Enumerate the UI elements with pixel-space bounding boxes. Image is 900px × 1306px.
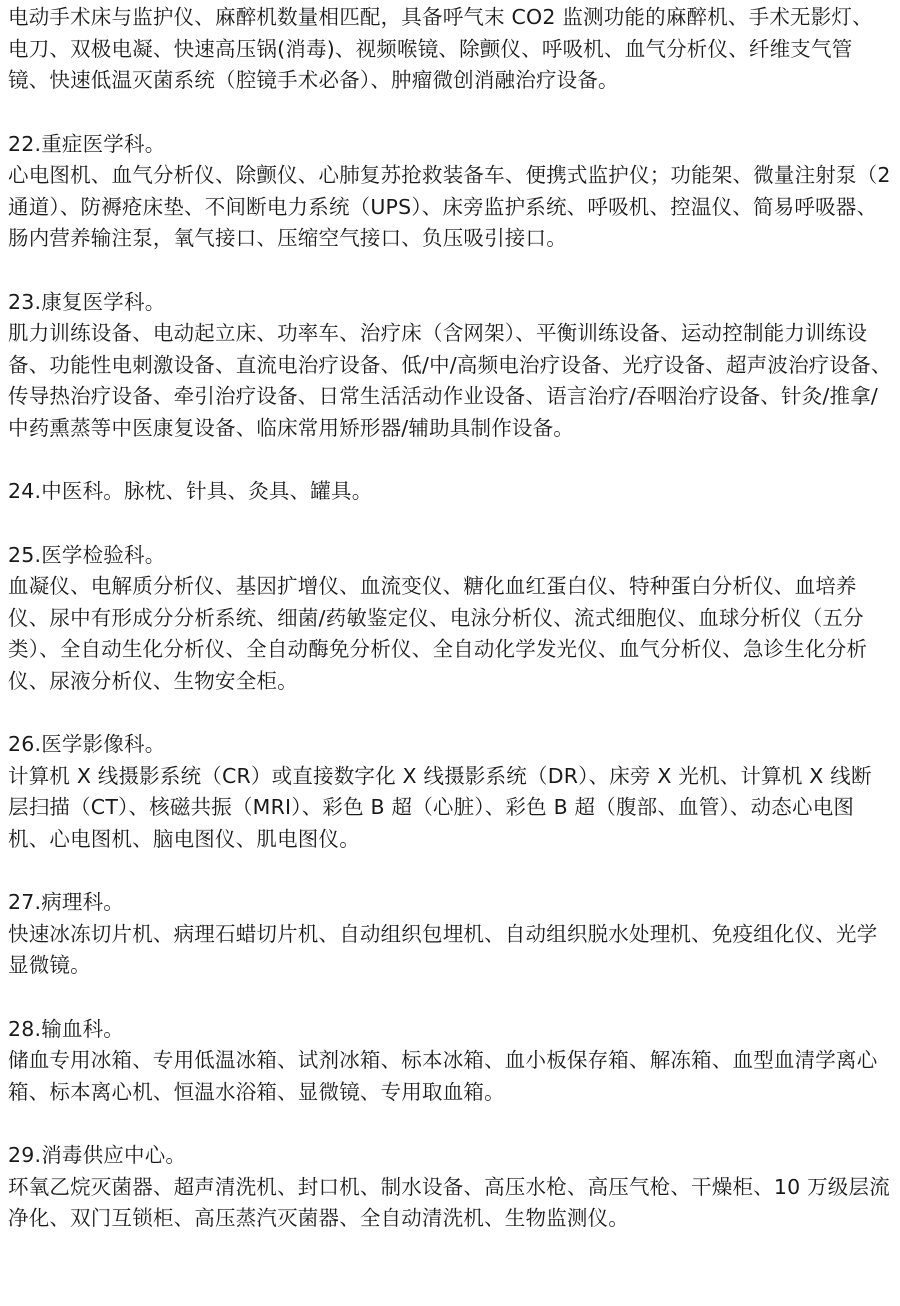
section-heading: 28.输血科。 <box>8 1016 125 1041</box>
section-22 <box>8 129 892 255</box>
document <box>8 0 892 1235</box>
section-heading: 23.康复医学科。 <box>8 289 166 314</box>
section-body: 环氧乙烷灭菌器、超声清洗机、封口机、制水设备、高压水枪、高压气枪、干燥柜、10 万级层流净化、双门互锁柜、高压蒸汽灭菌器、全自动清洗机、生物监测仪。 <box>8 1174 890 1230</box>
section-body: 计算机 X 线摄影系统（CR）或直接数字化 X 线摄影系统（DR）、床旁 X 光机、计算机 X 线断层扫描（CT）、核磁共振（MRI）、彩色 B 超（心脏）、彩色 B 超（腹部、血管）、动态心电图机、心电图机、脑电图仪、肌电图仪。 <box>8 763 872 851</box>
section-heading: 26.医学影像科。 <box>8 732 166 756</box>
section-heading: 25.医学检验科。 <box>8 542 166 567</box>
section-24 <box>8 476 892 508</box>
section-25 <box>8 540 892 698</box>
section-body: 心电图机、血气分析仪、除颤仪、心肺复苏抢救装备车、便携式监护仪；功能架、微量注射泵（2 通道）、防褥疮床垫、不间断电力系统（UPS）、床旁监护系统、呼吸机、控温仪、简易呼吸器、肠内营养输注泵，氧气接口、压缩空气接口、负压吸引接口。 <box>8 163 891 250</box>
section-29 <box>8 1140 892 1235</box>
section-heading: 29.消毒供应中心。 <box>8 1143 187 1167</box>
intro-paragraph: 电动手术床与监护仪、麻醉机数量相匹配，具备呼气末 CO2 监测功能的麻醉机、手术无影灯、电刀、双极电凝、快速高压锅(消毒)、视频喉镜、除颤仪、呼吸机、血气分析仪、纤维支气管镜、快速低温灭菌系统（腔镜手术必备）、肿瘤微创消融治疗设备。 <box>8 5 873 92</box>
section-27 <box>8 887 892 982</box>
section-heading: 22.重症医学科。 <box>8 131 166 156</box>
section-body: 血凝仪、电解质分析仪、基因扩增仪、血流变仪、糖化血红蛋白仪、特种蛋白分析仪、血培养仪、尿中有形成分分析系统、细菌/药敏鉴定仪、电泳分析仪、流式细胞仪、血球分析仪（五分类）、全自动生化分析仪、全自动酶免分析仪、全自动化学发光仪、血气分析仪、急诊生化分析仪、尿液分析仪、生物安全柜。 <box>8 574 868 693</box>
section-heading: 27.病理科。 <box>8 890 125 914</box>
section-heading: 24.中医科。脉枕、针具、灸具、罐具。 <box>8 479 373 503</box>
section-23 <box>8 287 892 445</box>
section-body: 肌力训练设备、电动起立床、功率车、治疗床（含网架）、平衡训练设备、运动控制能力训练设备、功能性电刺激设备、直流电治疗设备、低/中/高频电治疗设备、光疗设备、超声波治疗设备、传导热治疗设备、牵引治疗设备、日常生活活动作业设备、语言治疗/吞咽治疗设备、针灸/推拿/中药熏蒸等中医康复设备、临床常用矫形器/辅助具制作设备。 <box>8 321 892 440</box>
section-26 <box>8 729 892 855</box>
section-body: 储血专用冰箱、专用低温冰箱、试剂冰箱、标本冰箱、血小板保存箱、解冻箱、血型血清学离心箱、标本离心机、恒温水浴箱、显微镜、专用取血箱。 <box>8 1048 878 1104</box>
section-28 <box>8 1014 892 1109</box>
section-body: 快速冰冻切片机、病理石蜡切片机、自动组织包埋机、自动组织脱水处理机、免疫组化仪、光学显微镜。 <box>8 921 878 977</box>
